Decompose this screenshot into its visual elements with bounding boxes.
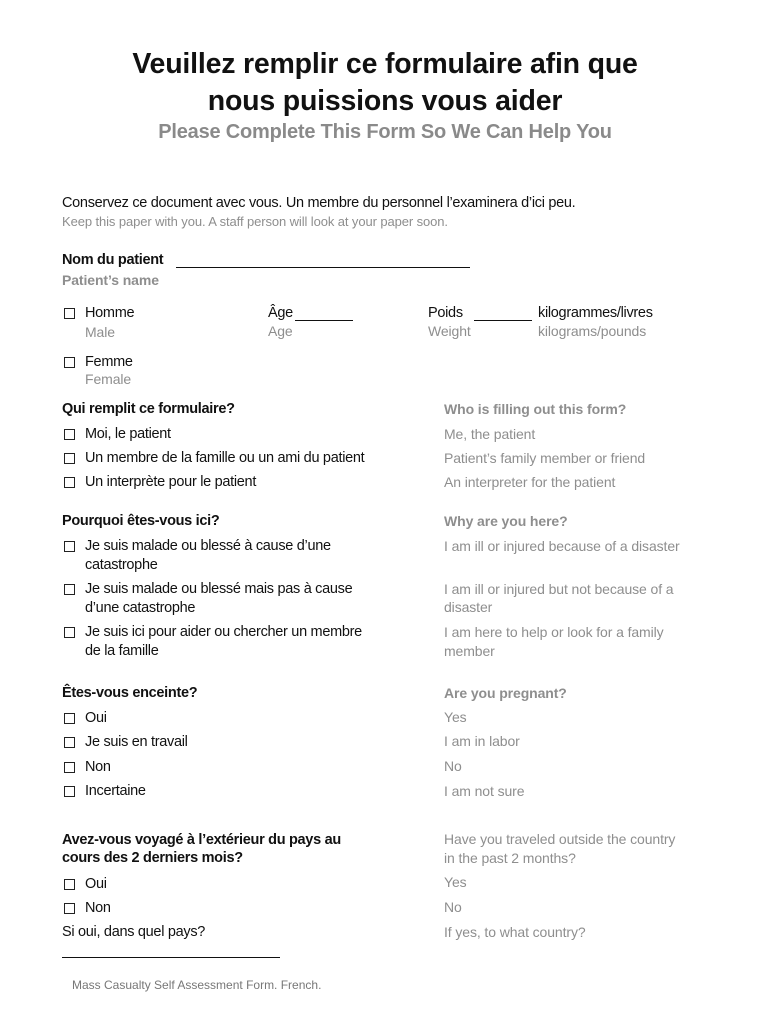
why-option-label-line1: Je suis malade ou blessé mais pas à cause	[85, 581, 353, 597]
age-field[interactable]	[295, 320, 353, 321]
why-question-en: Why are you here?	[444, 513, 568, 529]
travel-option-label-en: No	[444, 899, 462, 915]
country-question: Si oui, dans quel pays?	[62, 924, 206, 940]
who-option-label: Moi, le patient	[85, 426, 171, 442]
why-option-label-line1: Je suis ici pour aider ou chercher un membre	[85, 624, 362, 640]
male-checkbox[interactable]	[64, 308, 75, 319]
who-option-checkbox[interactable]	[64, 429, 75, 440]
pregnant-option-label-en: I am in labor	[444, 733, 520, 749]
country-question-en: If yes, to what country?	[444, 924, 586, 940]
who-option-label-en: An interpreter for the patient	[444, 474, 616, 490]
male-label-en: Male	[85, 324, 115, 340]
travel-option-checkbox[interactable]	[64, 903, 75, 914]
pregnant-option-checkbox[interactable]	[64, 762, 75, 773]
intro-text-fr: Conservez ce document avec vous. Un membre du personnel l’examinera d’ici peu.	[62, 195, 576, 211]
why-option-label-en-line1: I am ill or injured but not because of a	[444, 581, 674, 597]
pregnant-option-label: Oui	[85, 710, 107, 726]
pregnant-option-label-en: Yes	[444, 709, 467, 725]
age-label: Âge	[268, 305, 293, 321]
pregnant-option-checkbox[interactable]	[64, 713, 75, 724]
pregnant-option-label: Non	[85, 759, 111, 775]
form-subtitle: Please Complete This Form So We Can Help You	[158, 121, 612, 143]
travel-question-line2: cours des 2 derniers mois?	[62, 850, 243, 866]
female-label-en: Female	[85, 371, 132, 387]
travel-option-label-en: Yes	[444, 874, 467, 890]
pregnant-option-label-en: I am not sure	[444, 783, 525, 799]
travel-option-label: Oui	[85, 876, 107, 892]
pregnant-option-label: Je suis en travail	[85, 734, 188, 750]
travel-question-en-line2: in the past 2 months?	[444, 850, 576, 866]
pregnant-option-label: Incertaine	[85, 783, 146, 799]
why-option-checkbox[interactable]	[64, 584, 75, 595]
why-question: Pourquoi êtes-vous ici?	[62, 513, 220, 529]
who-question-en: Who is filling out this form?	[444, 401, 627, 417]
patient-name-label-en: Patient’s name	[62, 272, 159, 288]
why-option-label-en-line2: member	[444, 643, 495, 659]
why-option-label-line2: de la famille	[85, 643, 159, 659]
form-title-line-2: nous puissions vous aider	[207, 85, 563, 117]
travel-option-label: Non	[85, 900, 111, 916]
country-field[interactable]	[62, 957, 280, 958]
age-label-en: Age	[268, 323, 293, 339]
pregnant-option-checkbox[interactable]	[64, 737, 75, 748]
pregnant-option-checkbox[interactable]	[64, 786, 75, 797]
female-checkbox[interactable]	[64, 357, 75, 368]
pregnant-question: Êtes-vous enceinte?	[62, 685, 198, 701]
who-option-label: Un membre de la famille ou un ami du patient	[85, 450, 365, 466]
intro-text-en: Keep this paper with you. A staff person will look at your paper soon.	[62, 214, 448, 229]
why-option-label-en: I am ill or injured because of a disaster	[444, 538, 680, 554]
who-question: Qui remplit ce formulaire?	[62, 401, 235, 417]
why-option-label-en-line1: I am here to help or look for a family	[444, 624, 664, 640]
pregnant-option-label-en: No	[444, 758, 462, 774]
why-option-checkbox[interactable]	[64, 541, 75, 552]
why-option-label-en-line2: disaster	[444, 599, 493, 615]
weight-label-en: Weight	[428, 323, 471, 339]
who-option-checkbox[interactable]	[64, 477, 75, 488]
who-option-label-en: Me, the patient	[444, 426, 536, 442]
footer-text: Mass Casualty Self Assessment Form. French.	[72, 978, 322, 992]
weight-units-label-en: kilograms/pounds	[538, 323, 647, 339]
weight-field[interactable]	[474, 320, 532, 321]
who-option-label: Un interprète pour le patient	[85, 474, 257, 490]
why-option-label-line2: d’une catastrophe	[85, 600, 196, 616]
patient-name-field[interactable]	[176, 267, 470, 268]
male-label: Homme	[85, 305, 135, 321]
pregnant-question-en: Are you pregnant?	[444, 685, 567, 701]
travel-option-checkbox[interactable]	[64, 879, 75, 890]
form-title-line-1: Veuillez remplir ce formulaire afin que	[132, 48, 638, 80]
female-label: Femme	[85, 354, 133, 370]
weight-units-label: kilogrammes/livres	[538, 305, 653, 321]
patient-name-label: Nom du patient	[62, 252, 164, 268]
travel-question-line1: Avez-vous voyagé à l’extérieur du pays au	[62, 832, 341, 848]
why-option-label-line1: Je suis malade ou blessé à cause d’une	[85, 538, 331, 554]
travel-question-en-line1: Have you traveled outside the country	[444, 831, 676, 847]
why-option-label-line2: catastrophe	[85, 557, 158, 573]
why-option-checkbox[interactable]	[64, 627, 75, 638]
who-option-checkbox[interactable]	[64, 453, 75, 464]
weight-label: Poids	[428, 305, 463, 321]
who-option-label-en: Patient’s family member or friend	[444, 450, 646, 466]
